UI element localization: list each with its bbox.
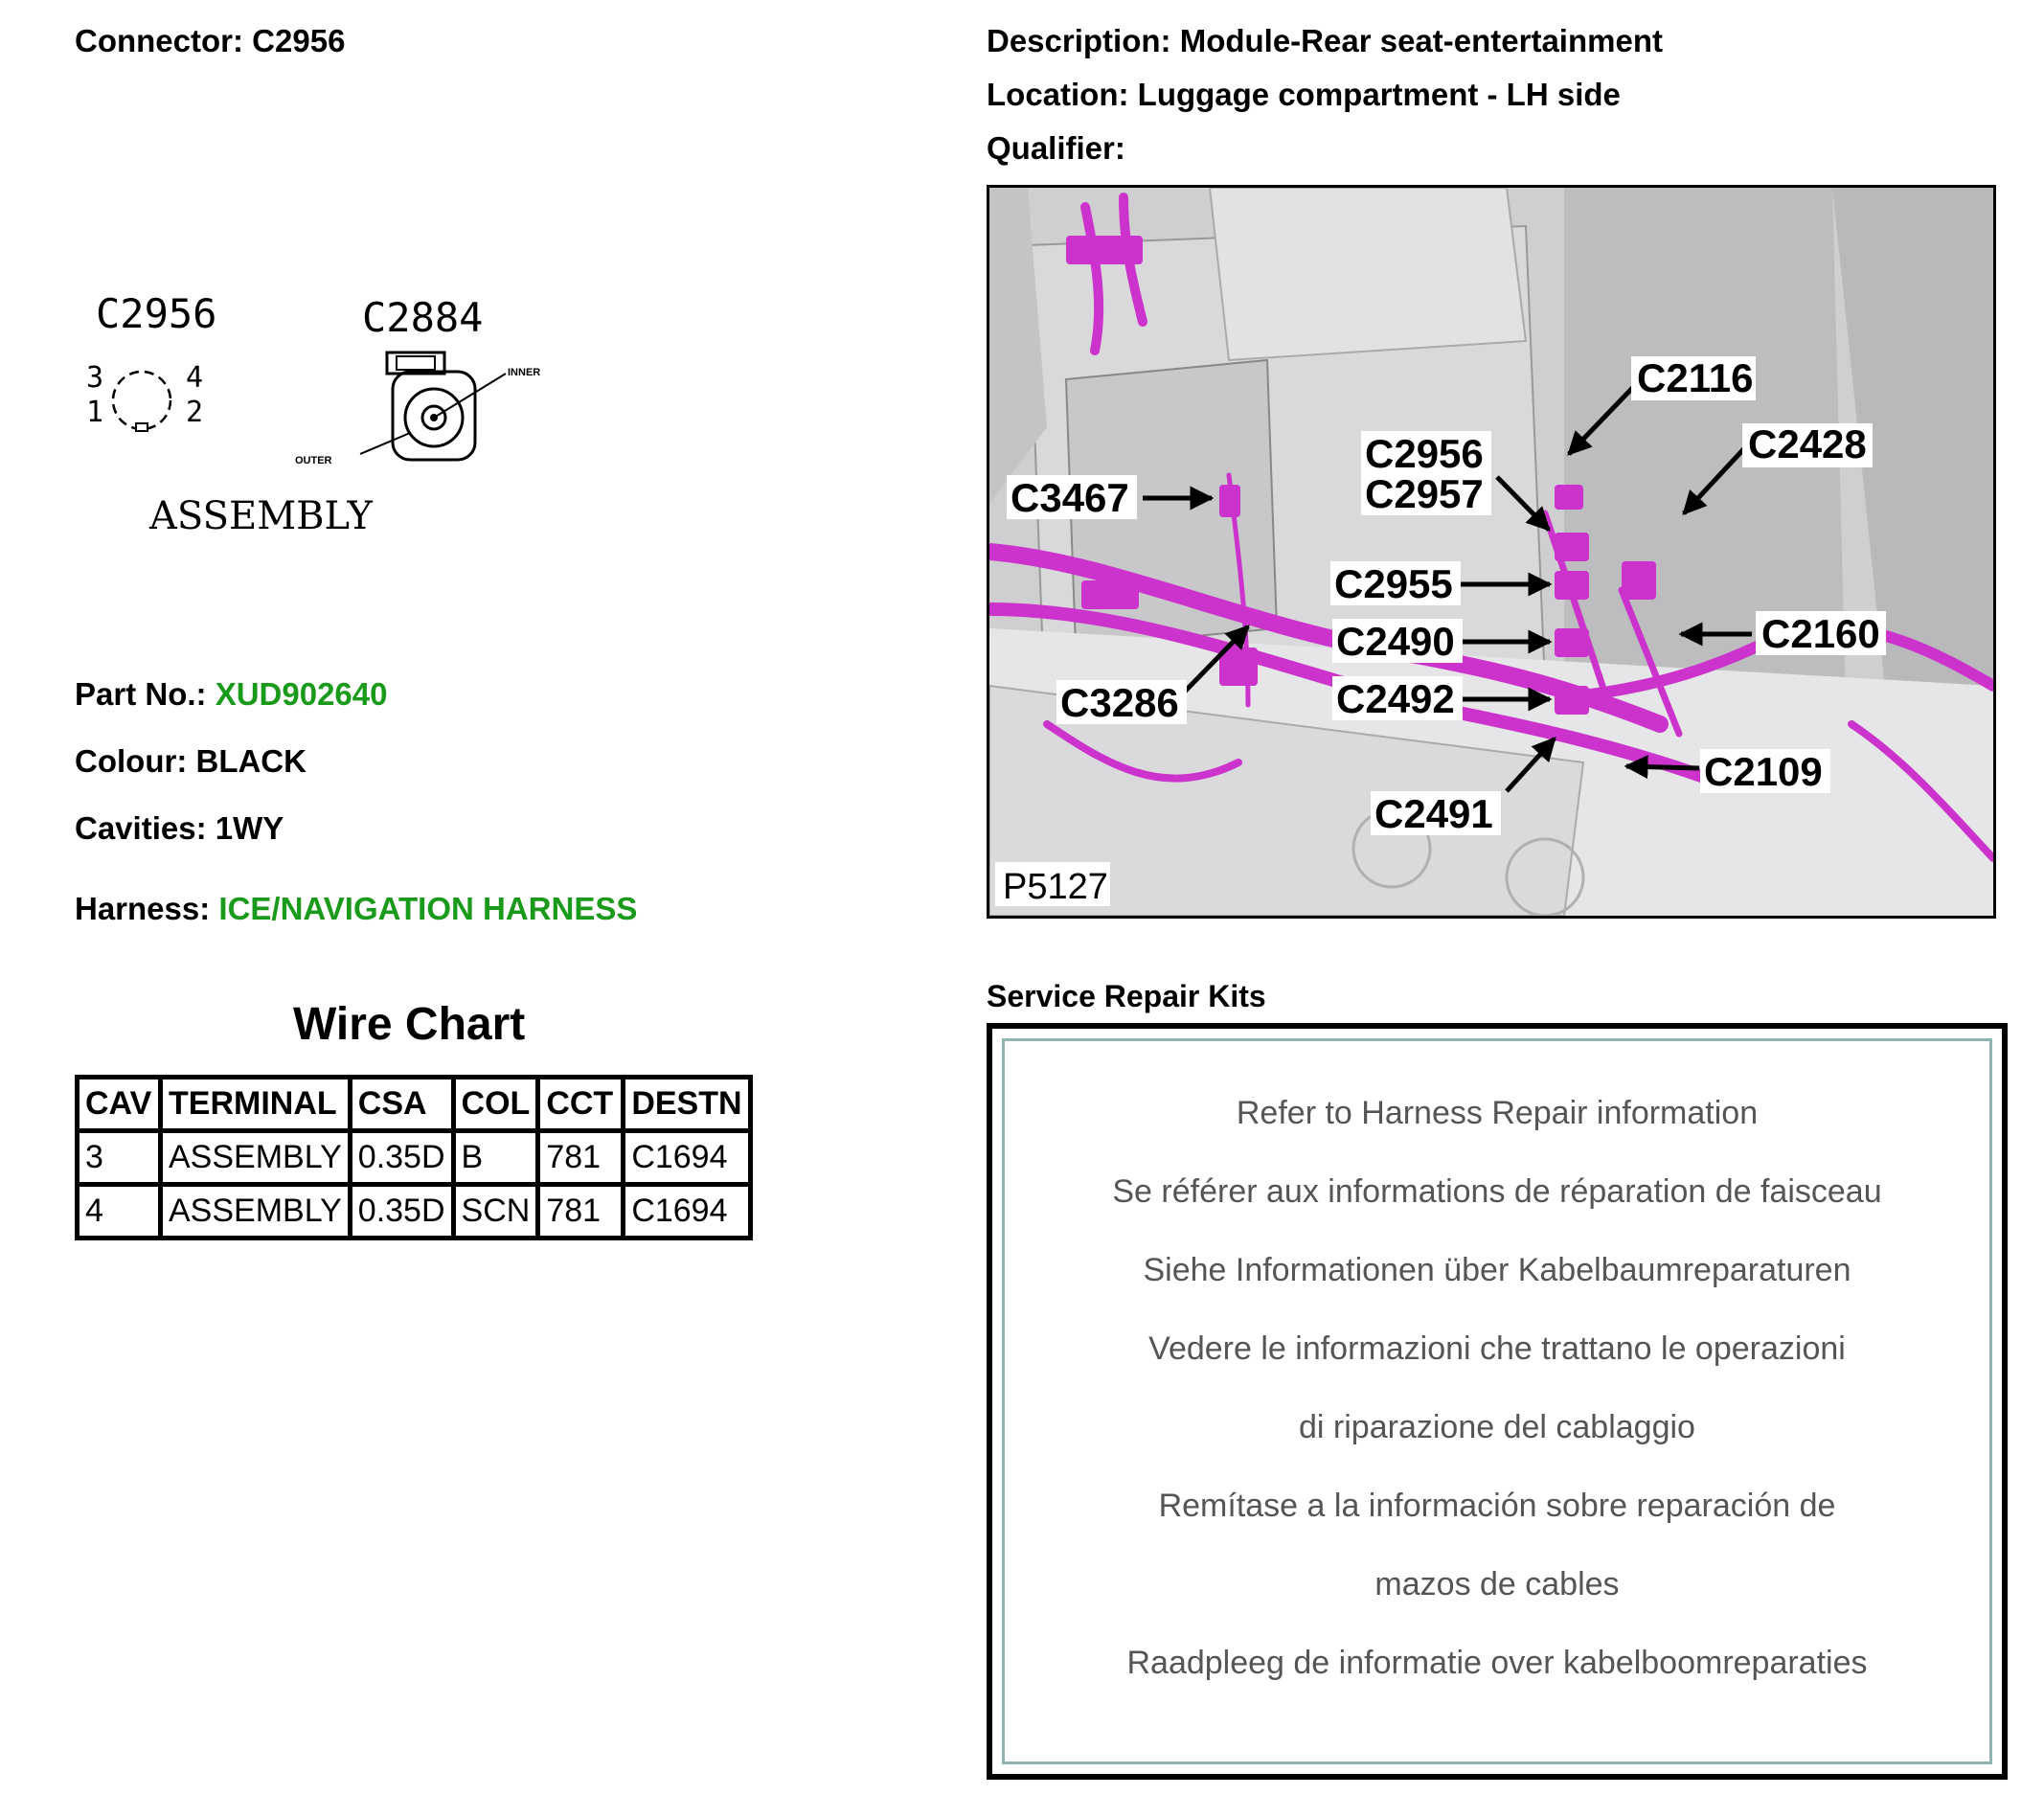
col-header-cav: CAV <box>78 1078 161 1131</box>
kit-line: Vedere le informazioni che trattano le operazioni <box>1148 1330 1846 1367</box>
callout-c2490: C2490 <box>1336 619 1455 664</box>
table-row <box>78 1131 751 1185</box>
description-info <box>987 23 1663 59</box>
c2884-face <box>360 352 506 460</box>
cell-col: B <box>453 1131 538 1185</box>
pin-4-label: 4 <box>186 361 204 395</box>
wire-chart-table <box>75 1075 753 1240</box>
kit-line: Se référer aux informations de réparation de faisceau <box>1112 1173 1882 1210</box>
cell-terminal: ASSEMBLY <box>161 1131 351 1185</box>
outer-label: OUTER <box>295 455 332 466</box>
kit-line: Raadpleeg de informatie over kabelboomreparaties <box>1126 1645 1868 1681</box>
cavities-info <box>75 810 284 847</box>
connector-face-diagram <box>57 278 575 556</box>
cell-cav: 4 <box>78 1185 161 1239</box>
part-number-link[interactable]: XUD902640 <box>215 676 388 712</box>
col-header-csa: CSA <box>350 1078 453 1131</box>
col-header-terminal: TERMINAL <box>161 1078 351 1131</box>
harness-info <box>75 891 637 927</box>
inner-label: INNER <box>508 367 541 378</box>
callout-c3286: C3286 <box>1060 680 1179 725</box>
pin-3-label: 3 <box>86 361 104 395</box>
colour-label: Colour: <box>75 743 188 779</box>
table-row <box>78 1185 751 1239</box>
diagram-left-title: C2956 <box>96 290 217 337</box>
cell-cct: 781 <box>538 1131 624 1185</box>
connector-value: C2956 <box>252 23 346 58</box>
cell-cav: 3 <box>78 1131 161 1185</box>
connector-label: Connector: <box>75 23 243 58</box>
cell-destn: C1694 <box>624 1131 750 1185</box>
c2956-face <box>113 372 170 431</box>
colour-value: BLACK <box>195 743 307 779</box>
description-value: Module-Rear seat-entertainment <box>1179 23 1663 58</box>
kit-line: mazos de cables <box>1374 1566 1620 1602</box>
harness-label: Harness: <box>75 891 211 926</box>
cavities-label: Cavities: <box>75 810 207 846</box>
location-info <box>987 77 1621 113</box>
diagram-caption: ASSEMBLY <box>149 494 373 538</box>
service-kits-inner <box>1002 1038 1992 1764</box>
callout-c2428: C2428 <box>1748 421 1867 466</box>
callout-c2492: C2492 <box>1336 676 1455 721</box>
cell-cct: 781 <box>538 1185 624 1239</box>
part-label: Part No.: <box>75 676 207 712</box>
harness-link[interactable]: ICE/NAVIGATION HARNESS <box>218 891 638 926</box>
location-value: Luggage compartment - LH side <box>1137 77 1621 112</box>
service-kits-title: Service Repair Kits <box>987 979 1266 1013</box>
callout-c3467: C3467 <box>1011 475 1129 520</box>
col-header-destn: DESTN <box>624 1078 750 1131</box>
col-header-col: COL <box>453 1078 538 1131</box>
cell-csa: 0.35D <box>350 1131 453 1185</box>
qualifier-info <box>987 130 1125 167</box>
cell-terminal: ASSEMBLY <box>161 1185 351 1239</box>
photo-id-tag: P5127 <box>1003 867 1108 907</box>
location-photo <box>987 185 1996 919</box>
service-kits-box <box>987 1023 2008 1780</box>
callout-c2160: C2160 <box>1761 611 1880 656</box>
location-label: Location: <box>987 77 1129 112</box>
cell-destn: C1694 <box>624 1185 750 1239</box>
kit-line: Siehe Informationen über Kabelbaumreparaturen <box>1143 1252 1851 1288</box>
diagram-right-title: C2884 <box>362 294 484 341</box>
col-header-cct: CCT <box>538 1078 624 1131</box>
callout-c2955: C2955 <box>1334 561 1453 606</box>
callout-c2116: C2116 <box>1637 355 1754 400</box>
cavities-value: 1WY <box>215 810 284 846</box>
wire-chart-title: Wire Chart <box>293 999 526 1050</box>
callout-c2957: C2957 <box>1365 471 1484 516</box>
location-photo-drawing <box>989 188 1993 916</box>
cell-col: SCN <box>453 1185 538 1239</box>
callout-c2109: C2109 <box>1704 749 1823 794</box>
kit-line: Remítase a la información sobre reparación de <box>1158 1488 1836 1524</box>
wire-chart-header-row <box>78 1078 751 1131</box>
qualifier-label: Qualifier: <box>987 130 1125 166</box>
pin-1-label: 1 <box>86 396 104 429</box>
connector-info <box>75 23 345 59</box>
callout-c2491: C2491 <box>1374 791 1493 836</box>
part-info <box>75 676 387 713</box>
kit-line: Refer to Harness Repair information <box>1236 1095 1759 1131</box>
description-label: Description: <box>987 23 1171 58</box>
kit-line: di riparazione del cablaggio <box>1299 1409 1695 1445</box>
cell-csa: 0.35D <box>350 1185 453 1239</box>
pin-2-label: 2 <box>186 396 204 429</box>
colour-info <box>75 743 307 780</box>
callout-c2956: C2956 <box>1365 431 1484 476</box>
